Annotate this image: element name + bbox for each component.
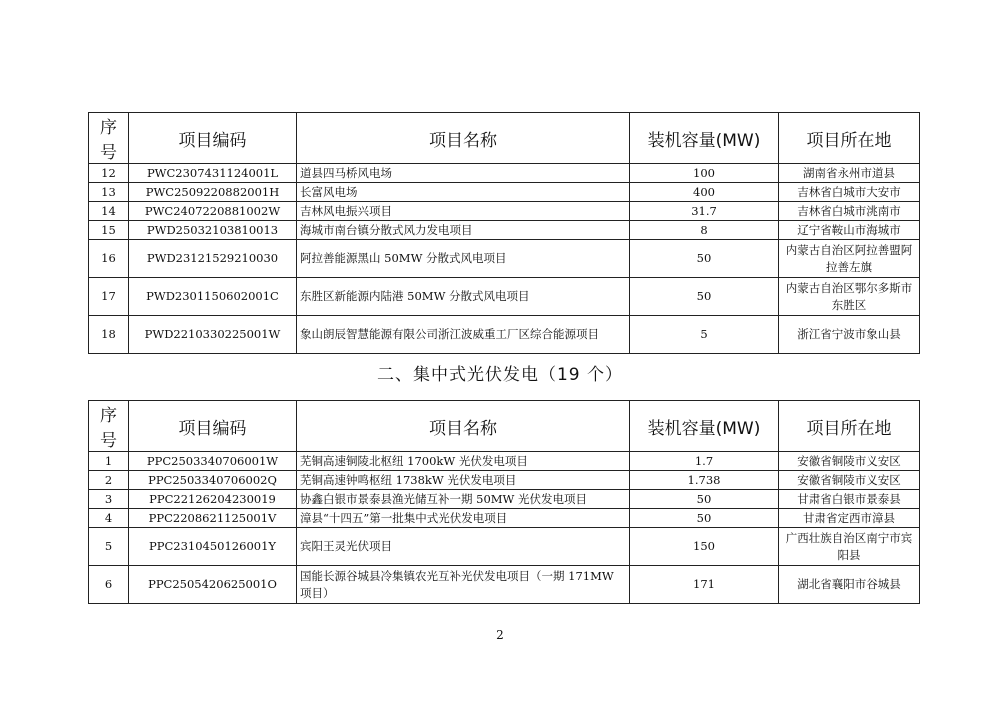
cell-capacity: 150: [630, 528, 779, 566]
cell-name: 东胜区新能源内陆港 50MW 分散式风电项目: [297, 278, 630, 316]
wind-projects-table: [88, 112, 920, 354]
header-seq: 序号: [89, 401, 129, 452]
cell-code: PPC2208621125001V: [129, 509, 297, 528]
pv-projects-table: [88, 400, 920, 604]
header-name: 项目名称: [297, 401, 630, 452]
page-number: 2: [496, 628, 504, 642]
cell-capacity: 400: [630, 183, 779, 202]
cell-location: 辽宁省鞍山市海城市: [779, 221, 920, 240]
cell-name: 阿拉善能源黑山 50MW 分散式风电项目: [297, 240, 630, 278]
cell-code: PWD25032103810013: [129, 221, 297, 240]
table-row: [89, 278, 920, 316]
cell-capacity: 31.7: [630, 202, 779, 221]
header-code: 项目编码: [129, 401, 297, 452]
cell-name: 吉林风电振兴项目: [297, 202, 630, 221]
cell-name: 芜铜高速铜陵北枢纽 1700kW 光伏发电项目: [297, 452, 630, 471]
cell-name: 协鑫白银市景泰县渔光储互补一期 50MW 光伏发电项目: [297, 490, 630, 509]
section-title: 二、集中式光伏发电（19 个）: [376, 365, 624, 385]
cell-seq: 17: [89, 278, 129, 316]
table-header-row: [89, 401, 920, 452]
cell-name: 长富风电场: [297, 183, 630, 202]
table-row: [89, 316, 920, 354]
cell-capacity: 5: [630, 316, 779, 354]
cell-code: PWC2509220882001H: [129, 183, 297, 202]
table-row: [89, 452, 920, 471]
table-row: [89, 164, 920, 183]
header-location: 项目所在地: [779, 113, 920, 164]
table-header-row: [89, 113, 920, 164]
cell-location: 湖北省襄阳市谷城县: [779, 566, 920, 604]
cell-seq: 2: [89, 471, 129, 490]
cell-seq: 18: [89, 316, 129, 354]
cell-location: 广西壮族自治区南宁市宾阳县: [779, 528, 920, 566]
cell-code: PPC2503340706002Q: [129, 471, 297, 490]
table-row: [89, 240, 920, 278]
cell-location: 内蒙古自治区阿拉善盟阿拉善左旗: [779, 240, 920, 278]
cell-seq: 12: [89, 164, 129, 183]
header-seq: 序号: [89, 113, 129, 164]
cell-name: 漳县“十四五”第一批集中式光伏发电项目: [297, 509, 630, 528]
cell-name: 象山朗辰智慧能源有限公司浙江波威重工厂区综合能源项目: [297, 316, 630, 354]
cell-location: 安徽省铜陵市义安区: [779, 471, 920, 490]
header-location: 项目所在地: [779, 401, 920, 452]
cell-seq: 15: [89, 221, 129, 240]
cell-location: 甘肃省白银市景泰县: [779, 490, 920, 509]
cell-capacity: 100: [630, 164, 779, 183]
cell-capacity: 50: [630, 509, 779, 528]
cell-code: PWC2407220881002W: [129, 202, 297, 221]
cell-seq: 1: [89, 452, 129, 471]
table-row: [89, 183, 920, 202]
cell-name: 宾阳王灵光伏项目: [297, 528, 630, 566]
cell-capacity: 1.7: [630, 452, 779, 471]
cell-seq: 3: [89, 490, 129, 509]
cell-name: 道县四马桥风电场: [297, 164, 630, 183]
table-row: [89, 471, 920, 490]
cell-seq: 16: [89, 240, 129, 278]
cell-code: PWC2307431124001L: [129, 164, 297, 183]
table-row: [89, 490, 920, 509]
cell-location: 浙江省宁波市象山县: [779, 316, 920, 354]
table-row: [89, 528, 920, 566]
cell-code: PPC2505420625001O: [129, 566, 297, 604]
cell-location: 甘肃省定西市漳县: [779, 509, 920, 528]
cell-seq: 6: [89, 566, 129, 604]
cell-name: 芜铜高速钟鸣枢纽 1738kW 光伏发电项目: [297, 471, 630, 490]
cell-location: 安徽省铜陵市义安区: [779, 452, 920, 471]
header-capacity: 装机容量(MW): [630, 401, 779, 452]
cell-capacity: 50: [630, 490, 779, 509]
cell-capacity: 171: [630, 566, 779, 604]
table-row: [89, 509, 920, 528]
cell-code: PWD23121529210030: [129, 240, 297, 278]
cell-name: 国能长源谷城县冷集镇农光互补光伏发电项目（一期 171MW 项目）: [297, 566, 630, 604]
header-code: 项目编码: [129, 113, 297, 164]
table-row: [89, 566, 920, 604]
table-row: [89, 221, 920, 240]
cell-location: 内蒙古自治区鄂尔多斯市东胜区: [779, 278, 920, 316]
cell-code: PPC2310450126001Y: [129, 528, 297, 566]
cell-code: PWD2210330225001W: [129, 316, 297, 354]
cell-capacity: 8: [630, 221, 779, 240]
cell-code: PPC2503340706001W: [129, 452, 297, 471]
cell-seq: 14: [89, 202, 129, 221]
cell-capacity: 50: [630, 278, 779, 316]
cell-code: PWD2301150602001C: [129, 278, 297, 316]
cell-name: 海城市南台镇分散式风力发电项目: [297, 221, 630, 240]
cell-code: PPC22126204230019: [129, 490, 297, 509]
cell-seq: 5: [89, 528, 129, 566]
table-row: [89, 202, 920, 221]
cell-seq: 13: [89, 183, 129, 202]
cell-location: 吉林省白城市大安市: [779, 183, 920, 202]
cell-location: 湖南省永州市道县: [779, 164, 920, 183]
cell-capacity: 1.738: [630, 471, 779, 490]
header-name: 项目名称: [297, 113, 630, 164]
cell-seq: 4: [89, 509, 129, 528]
header-capacity: 装机容量(MW): [630, 113, 779, 164]
cell-capacity: 50: [630, 240, 779, 278]
cell-location: 吉林省白城市洮南市: [779, 202, 920, 221]
